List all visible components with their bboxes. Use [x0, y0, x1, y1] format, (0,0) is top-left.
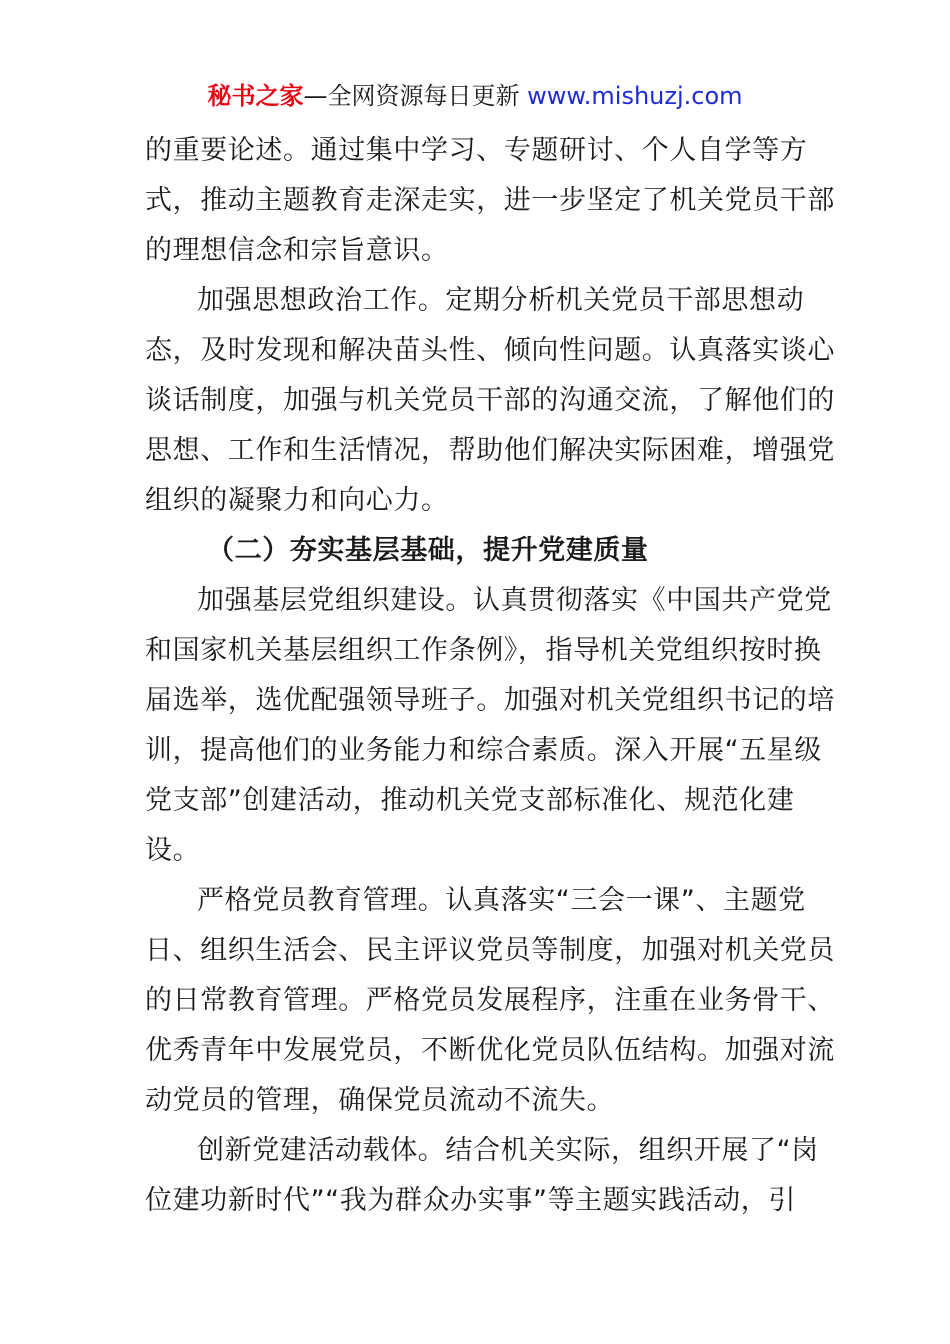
site-header: [0, 80, 950, 112]
paragraph-first-line: 加强基层党组织建设。认真贯彻落实《中国共产党党: [197, 585, 832, 616]
paragraph-line: 式，推动主题教育走深走实，进一步坚定了机关党员干部: [145, 185, 835, 216]
paragraph-first-line: 加强思想政治工作。定期分析机关党员干部思想动: [197, 285, 805, 316]
paragraph-line: 优秀青年中发展党员，不断优化党员队伍结构。加强对流: [145, 1035, 835, 1066]
paragraph-line: 届选举，选优配强领导班子。加强对机关党组织书记的培: [145, 685, 835, 716]
paragraph-line: 位建功新时代”“我为群众办实事”等主题实践活动，引: [145, 1185, 796, 1216]
section-heading: （二）夯实基层基础，提升党建质量: [207, 535, 649, 566]
paragraph-line: 的日常教育管理。严格党员发展程序，注重在业务骨干、: [145, 985, 835, 1016]
document-body: [145, 126, 835, 1226]
paragraph-line: 谈话制度，加强与机关党员干部的沟通交流，了解他们的: [145, 385, 835, 416]
paragraph-first-line: 创新党建活动载体。结合机关实际，组织开展了“岗: [197, 1135, 819, 1166]
paragraph-line: 动党员的管理，确保党员流动不流失。: [145, 1085, 615, 1116]
header-tagline: —全网资源每日更新: [303, 82, 520, 110]
brand-name: 秘书之家: [207, 82, 304, 110]
paragraph-line: 训，提高他们的业务能力和综合素质。深入开展“五星级: [145, 735, 822, 766]
paragraph-first-line: 严格党员教育管理。认真落实“三会一课”、主题党: [197, 885, 806, 916]
paragraph-line: 的重要论述。通过集中学习、专题研讨、个人自学等方: [145, 135, 808, 166]
paragraph-line: 日、组织生活会、民主评议党员等制度，加强对机关党员: [145, 935, 835, 966]
site-url-link[interactable]: www.mishuzj.com: [527, 82, 743, 110]
paragraph-line: 的理想信念和宗旨意识。: [145, 235, 449, 266]
paragraph-line: 和国家机关基层组织工作条例》，指导机关党组织按时换: [145, 635, 822, 666]
paragraph-line: 组织的凝聚力和向心力。: [145, 485, 449, 516]
paragraph-line: 态，及时发现和解决苗头性、倾向性问题。认真落实谈心: [145, 335, 835, 366]
paragraph-line: 设。: [145, 835, 201, 866]
paragraph-line: 思想、工作和生活情况，帮助他们解决实际困难，增强党: [145, 435, 835, 466]
paragraph-line: 党支部”创建活动，推动机关党支部标准化、规范化建: [145, 785, 795, 816]
